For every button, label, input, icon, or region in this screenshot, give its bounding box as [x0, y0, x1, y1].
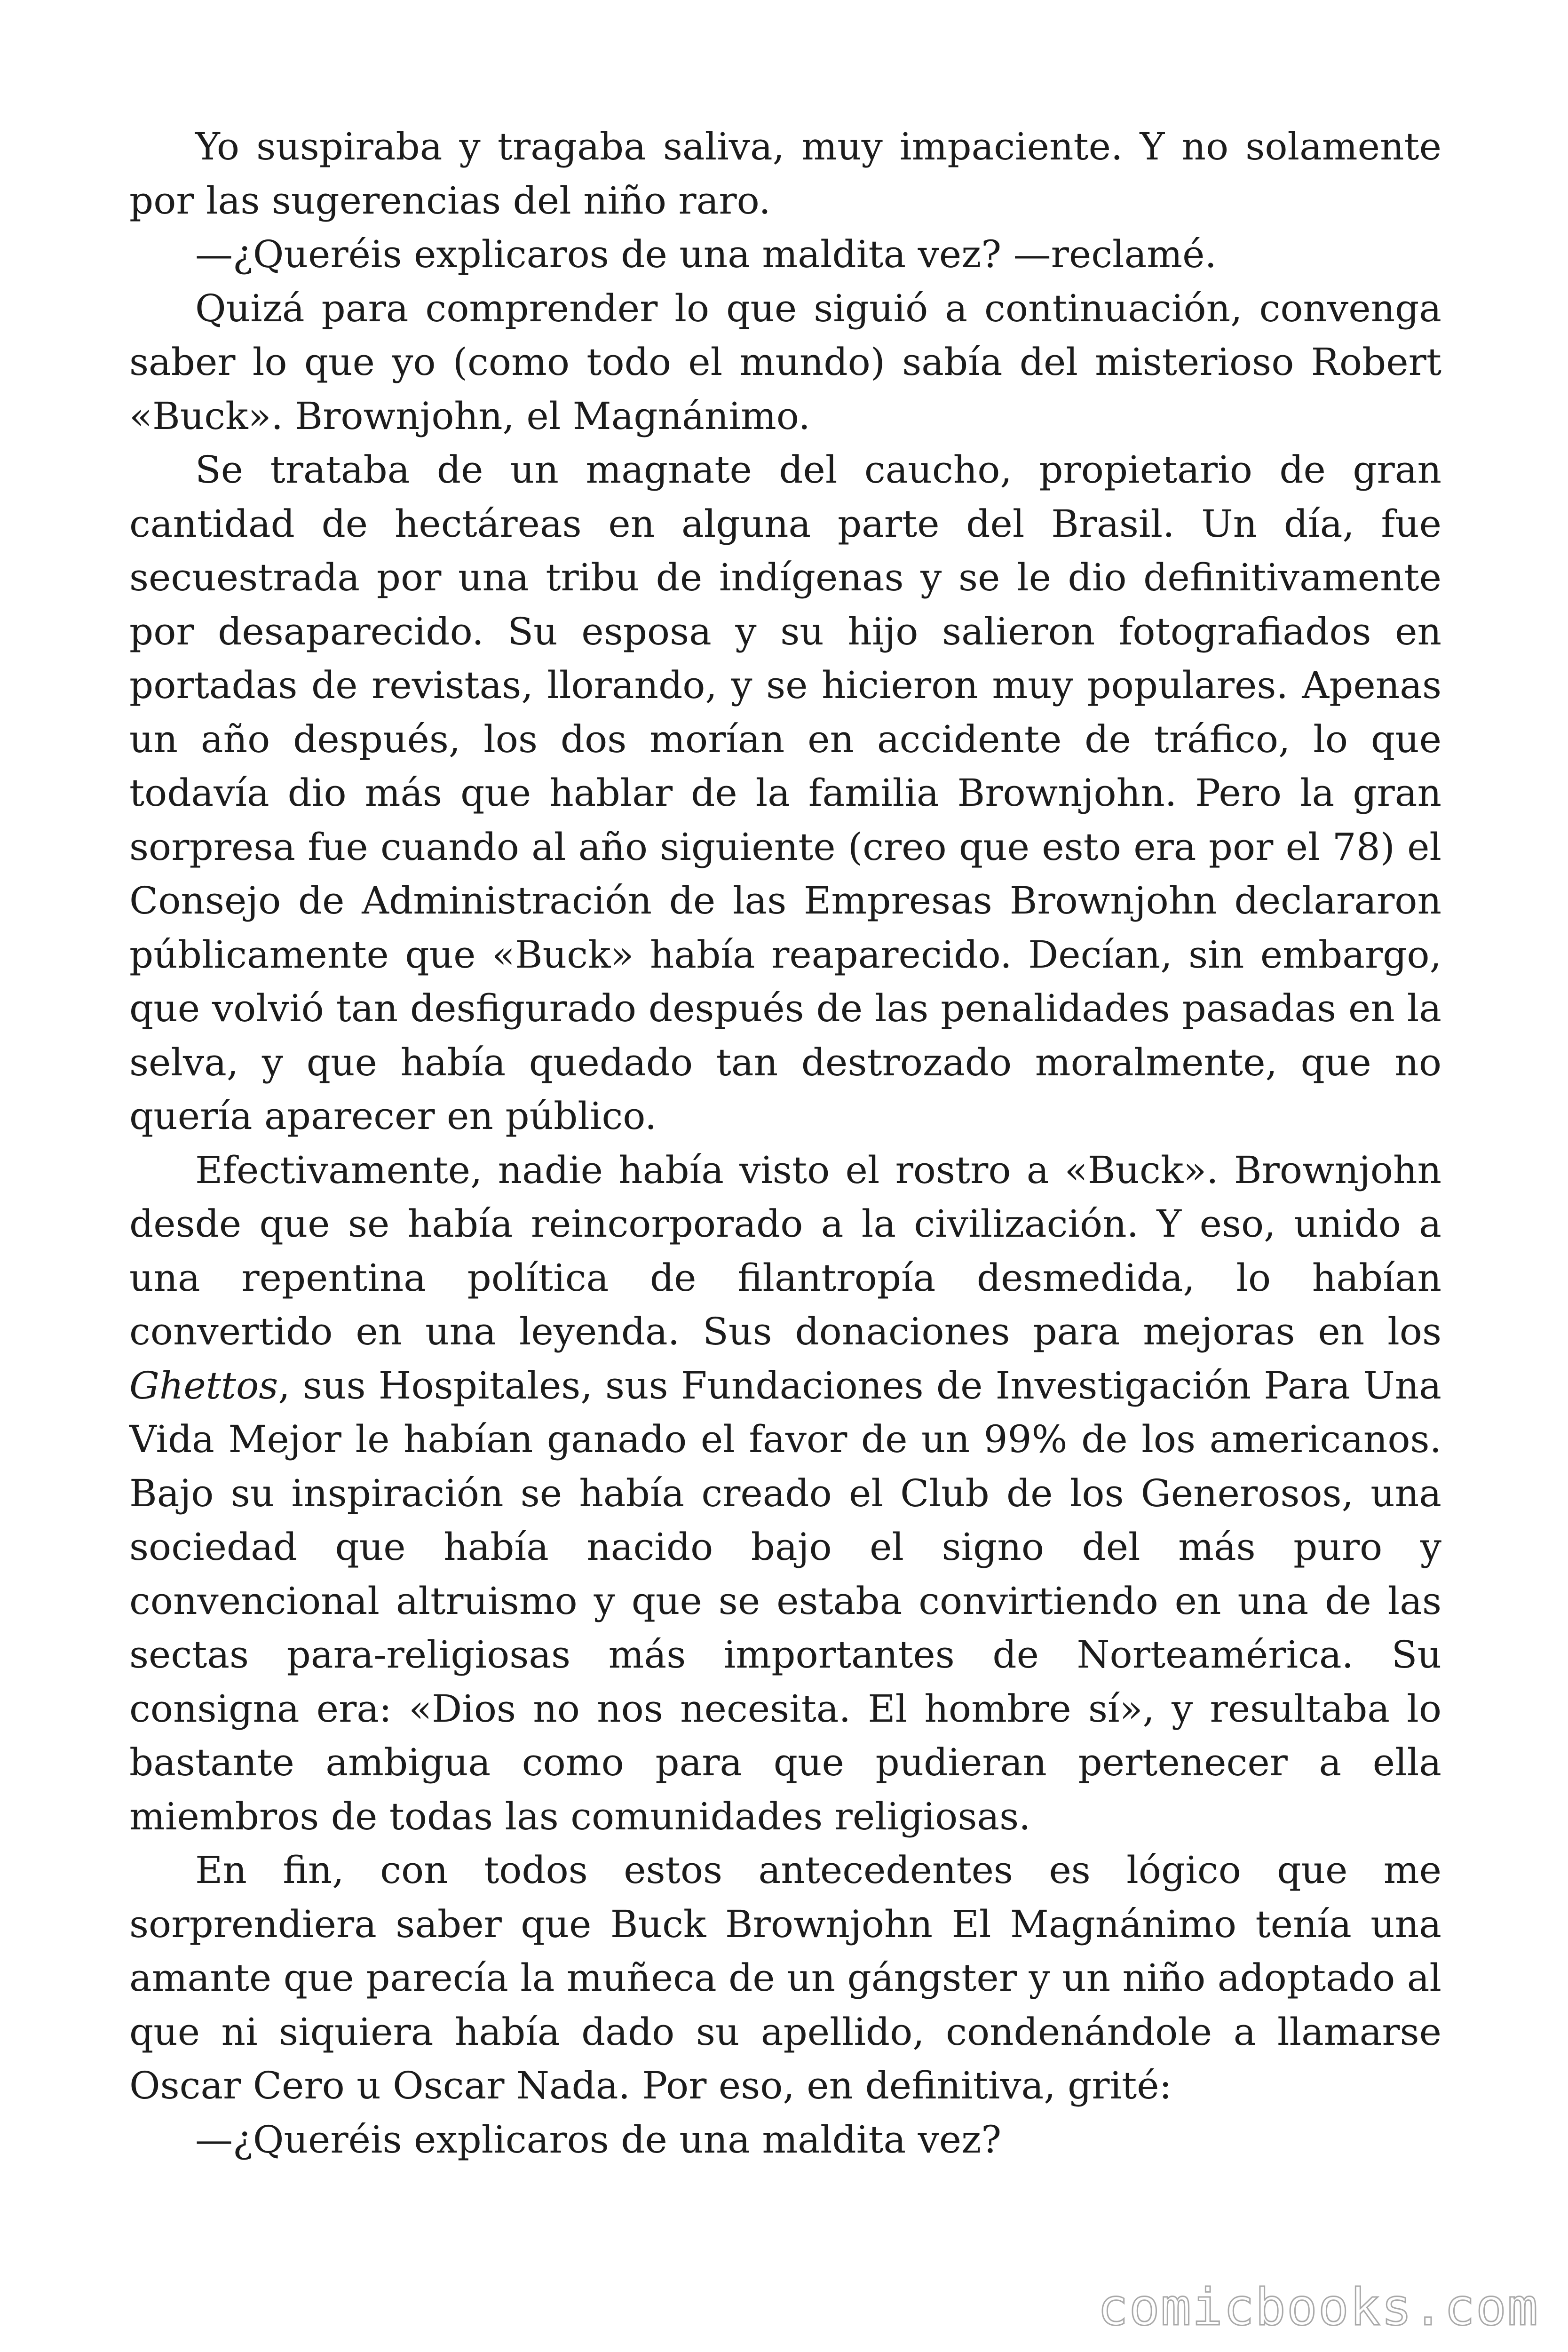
- paragraph-3: Quizá para comprender lo que siguió a continuación, convenga saber lo que yo (como todo el mundo) sabía del misterioso Robert «Buck». Brownjohn, el Magnánimo.: [129, 286, 1441, 438]
- paragraph-5-part-1: Efectivamente, nadie había visto el rostro a «Buck». Brownjohn desde que se había reincorporado a la civilización. Y eso, unido a una repentina política de filantropía desmedida, lo habían convertido en una leyenda. Sus donaciones para mejoras en los: [129, 1148, 1441, 1353]
- page-body: [129, 120, 1441, 2167]
- paragraph-7-dialogue: —¿Queréis explicaros de una maldita vez?: [195, 2117, 1002, 2161]
- paragraph-5: [129, 1144, 1441, 1844]
- paragraph-2-dialogue: —¿Queréis explicaros de una maldita vez? —reclamé.: [195, 232, 1217, 276]
- paragraph-6: En fin, con todos estos antecedentes es lógico que me sorprendiera saber que Buck Brownjohn El Magnánimo tenía una amante que parecía la muñeca de un gángster y un niño adoptado al que ni siquiera había dado su apellido, condenándole a llamarse Oscar Cero u Oscar Nada. Por eso, en definitiva, grité:: [129, 1848, 1441, 2107]
- paragraph-1: Yo suspiraba y tragaba saliva, muy impaciente. Y no solamente por las sugerencias del niño raro.: [129, 125, 1441, 222]
- paragraph-4: Se trataba de un magnate del caucho, propietario de gran cantidad de hectáreas en alguna parte del Brasil. Un día, fue secuestrada por una tribu de indígenas y se le dio definitivamente por desaparecido. Su esposa y su hijo salieron fotografiados en portadas de revistas, llorando, y se hicieron muy populares. Apenas un año después, los dos morían en accidente de tráfico, lo que todavía dio más que hablar de la familia Brownjohn. Pero la gran sorpresa fue cuando al año siguiente (creo que esto era por el 78) el Consejo de Administración de las Empresas Brownjohn declararon públicamente que «Buck» había reaparecido. Decían, sin embargo, que volvió tan desfigurado después de las penalidades pasadas en la selva, y que había quedado tan destrozado moralmente, que no quería aparecer en público.: [129, 448, 1441, 1138]
- watermark: comicbooks.com: [1097, 2278, 1539, 2337]
- paragraph-5-italic-term: Ghettos: [129, 1363, 278, 1407]
- paragraph-5-part-2: , sus Hospitales, sus Fundaciones de Investigación Para Una Vida Mejor le habían ganado el favor de un 99% de los americanos. Bajo su inspiración se había creado el Club de los Generosos, una sociedad que había nacido bajo el signo del más puro y convencional altruismo y que se estaba convirtiendo en una de las sectas para-religiosas más importantes de Norteamérica. Su consigna era: «Dios no nos necesita. El hombre sí», y resultaba lo bastante ambigua como para que pudieran pertenecer a ella miembros de todas las comunidades religiosas.: [129, 1363, 1441, 1838]
